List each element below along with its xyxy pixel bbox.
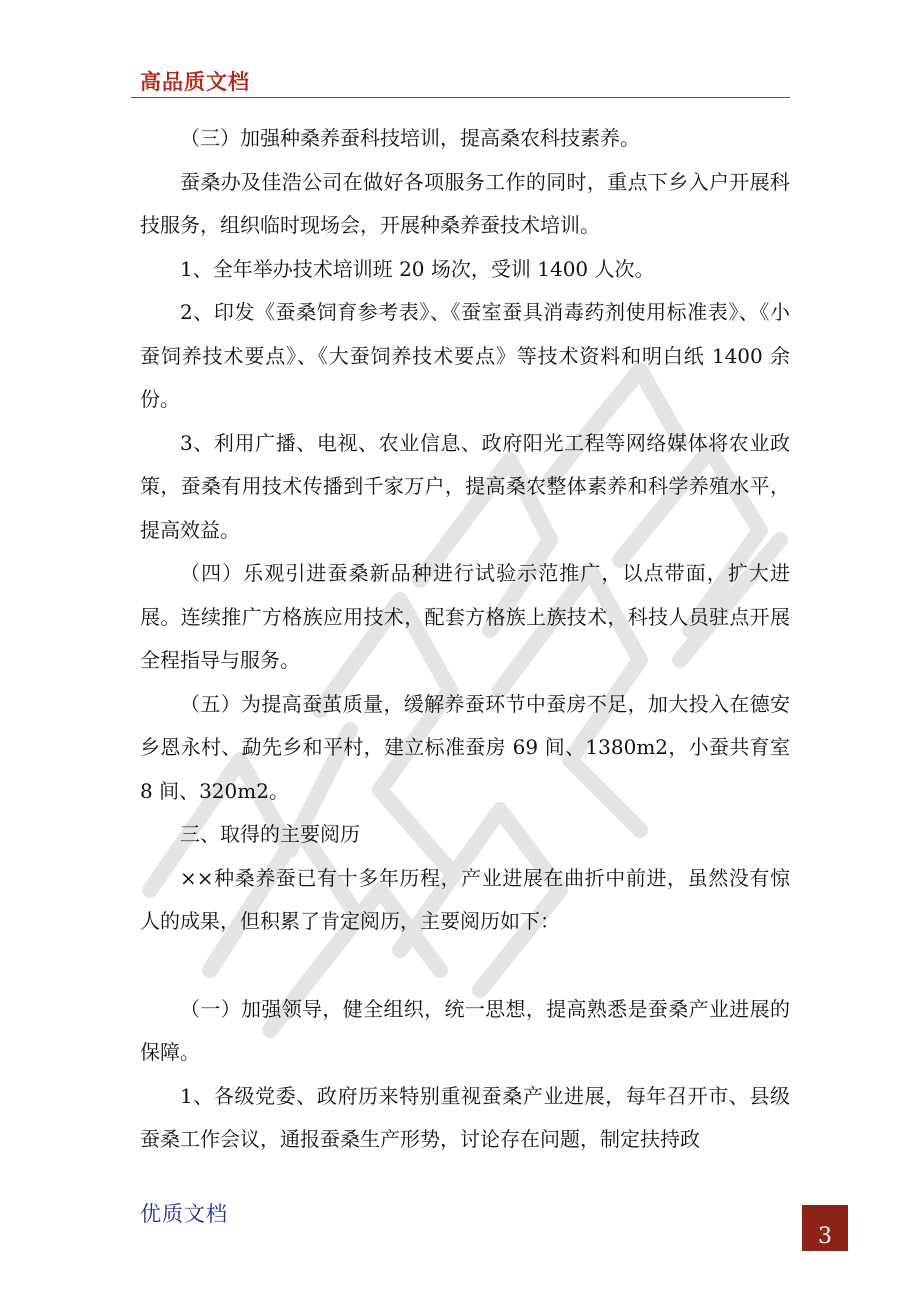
header-divider xyxy=(131,97,790,98)
page-number-badge xyxy=(802,1205,848,1251)
paragraph: 1、全年举办技术培训班 20 场次，受训 1400 人次。 xyxy=(180,256,655,281)
paragraph: 3、利用广播、电视、农业信息、政府阳光工程等网络媒体将农业政策，蚕桑有用技术传播到千家万户，提高桑农整体素养和科学养殖水平，提高效益。 xyxy=(140,430,790,542)
paragraph-section-3-heading: （三）加强种桑养蚕科技培训，提高桑农科技素养。 xyxy=(180,126,640,150)
paragraph: 蚕桑办及佳浩公司在做好各项服务工作的同时，重点下乡入户开展科技服务，组织临时现场会，开展种桑养蚕技术培训。 xyxy=(140,169,790,237)
document-body xyxy=(140,117,790,1162)
paragraph: 2、印发《蚕桑饲育参考表》、《蚕室蚕具消毒药剂使用标准表》、《小蚕饲养技术要点》、《大蚕饲养技术要点》等技术资料和明白纸 1400 余份。 xyxy=(140,300,790,411)
blank-line xyxy=(140,944,790,988)
paragraph-section-5-heading: （五）为提高蚕茧质量，缓解养蚕环节中蚕房不足，加大投入在德安乡恩永村、勐先乡和平村，建立标准蚕房 69 间、1380m2，小蚕共育室 8 间、320m2。 xyxy=(140,691,790,803)
header-title: 高品质文档 xyxy=(140,70,250,94)
paragraph-subsection-1-heading: （一）加强领导，健全组织，统一思想，提高熟悉是蚕桑产业进展的保障。 xyxy=(140,996,790,1064)
page-number: 3 xyxy=(818,1224,832,1249)
paragraph-section-4-heading: （四）乐观引进蚕桑新品种进行试验示范推广，以点带面，扩大进展。连续推广方格族应用技术，配套方格族上族技术，科技人员驻点开展全程指导与服务。 xyxy=(140,561,790,672)
paragraph: ××种桑养蚕已有十多年历程，产业进展在曲折中前进，虽然没有惊人的成果，但积累了肯定阅历，主要阅历如下： xyxy=(140,865,790,933)
paragraph: 1、各级党委、政府历来特别重视蚕桑产业进展，每年召开市、县级蚕桑工作会议，通报蚕桑生产形势，讨论存在问题，制定扶持政 xyxy=(140,1083,790,1151)
footer-title: 优质文档 xyxy=(140,1202,228,1226)
section-heading-experience: 三、取得的主要阅历 xyxy=(180,822,360,846)
